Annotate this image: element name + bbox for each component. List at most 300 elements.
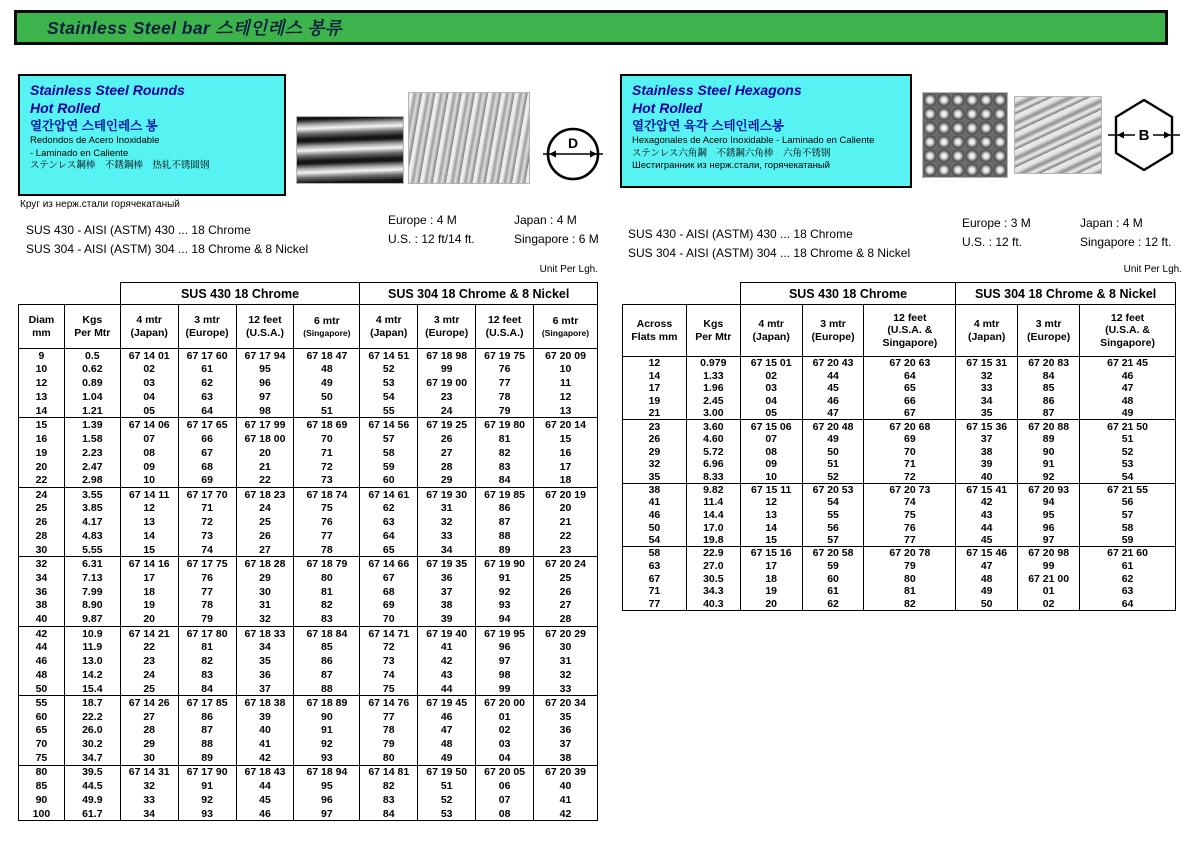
weight-cell: 11.4 [686,496,740,509]
impa-code-cell: 76 [476,362,534,376]
impa-code-cell: 39 [956,458,1018,471]
weight-cell: 0.979 [686,357,740,370]
impa-code-cell: 42 [956,496,1018,509]
impa-code-cell: 26 [418,432,476,446]
impa-code-cell: 77 [360,710,418,724]
weight-cell: 0.62 [64,362,120,376]
impa-code-cell: 51 [1080,433,1176,446]
impa-code-cell: 06 [476,779,534,793]
impa-code-cell: 16 [534,446,598,460]
hexagons-title-spanish: Hexagonales de Acero Inoxidable - Laminado en Caliente [632,135,875,147]
size-row [19,404,598,418]
impa-code-cell: 96 [294,793,360,807]
size-cell: 58 [623,547,687,560]
weight-cell: 2.98 [64,474,120,488]
impa-code-cell: 67 19 30 [418,487,476,501]
size-row [19,807,598,821]
impa-code-cell: 10 [534,362,598,376]
impa-code-cell: 79 [864,560,956,573]
impa-code-cell: 75 [294,501,360,515]
size-row [623,534,1176,547]
impa-code-cell: 43 [956,509,1018,522]
impa-code-cell: 21 [236,460,294,474]
impa-code-cell: 99 [1018,560,1080,573]
impa-code-cell: 52 [802,471,864,484]
weight-cell: 22.2 [64,710,120,724]
impa-code-cell: 94 [476,612,534,626]
impa-code-cell: 46 [236,807,294,821]
size-row [623,483,1176,496]
corner-spacer [623,283,687,305]
impa-code-cell: 10 [740,471,802,484]
impa-code-cell: 07 [476,793,534,807]
impa-code-cell: 62 [1080,572,1176,585]
impa-code-cell: 44 [236,779,294,793]
impa-code-cell: 97 [476,654,534,668]
impa-code-cell: 82 [476,446,534,460]
size-cell: 71 [623,585,687,598]
impa-code-cell: 25 [120,682,178,696]
impa-code-cell: 35 [956,407,1018,420]
impa-code-cell: 67 17 85 [178,696,236,710]
impa-code-cell: 33 [956,382,1018,395]
impa-code-cell: 67 20 14 [534,418,598,432]
impa-code-cell: 97 [236,390,294,404]
weight-cell: 3.55 [64,487,120,501]
spec-line: SUS 430 - AISI (ASTM) 430 ... 18 Chrome [26,223,251,237]
impa-code-cell: 67 20 09 [534,349,598,363]
weight-cell: 15.4 [64,682,120,696]
impa-code-cell: 17 [120,571,178,585]
column-header: 6 mtr (Singapore) [534,305,598,349]
impa-code-cell: 51 [418,779,476,793]
size-row [623,521,1176,534]
impa-code-cell: 75 [360,682,418,696]
impa-code-cell: 52 [1080,445,1176,458]
impa-code-cell: 42 [236,751,294,765]
impa-code-cell: 59 [360,460,418,474]
impa-code-cell: 18 [534,474,598,488]
impa-code-cell: 67 15 16 [740,547,802,560]
impa-code-cell: 28 [418,460,476,474]
impa-code-cell: 98 [236,404,294,418]
size-row [19,543,598,557]
impa-code-cell: 91 [294,724,360,738]
size-cell: 16 [19,432,65,446]
size-row [19,737,598,751]
length-entry: U.S. : 12 ft/14 ft. [388,232,475,246]
impa-code-cell: 49 [802,433,864,446]
spec-line: SUS 430 - AISI (ASTM) 430 ... 18 Chrome [628,227,853,241]
impa-code-cell: 20 [120,612,178,626]
hexagons-price-table [622,282,1176,611]
impa-code-cell: 57 [1080,509,1176,522]
weight-cell: 61.7 [64,807,120,821]
impa-code-cell: 67 14 06 [120,418,178,432]
impa-code-cell: 23 [120,654,178,668]
size-row [19,349,598,363]
impa-code-cell: 04 [476,751,534,765]
impa-code-cell: 95 [236,362,294,376]
impa-code-cell: 72 [178,515,236,529]
impa-code-cell: 67 20 73 [864,483,956,496]
impa-code-cell: 39 [236,710,294,724]
impa-code-cell: 02 [120,362,178,376]
impa-code-cell: 03 [476,737,534,751]
impa-code-cell: 62 [178,376,236,390]
impa-code-cell: 67 17 80 [178,626,236,640]
impa-code-cell: 38 [418,599,476,613]
impa-code-cell: 73 [294,474,360,488]
size-cell: 38 [623,483,687,496]
impa-code-cell: 67 17 70 [178,487,236,501]
size-row [19,765,598,779]
impa-code-cell: 52 [360,362,418,376]
size-cell: 80 [19,765,65,779]
impa-code-cell: 35 [236,654,294,668]
impa-code-cell: 13 [120,515,178,529]
impa-code-cell: 48 [1080,395,1176,408]
size-cell: 32 [623,458,687,471]
size-row [19,376,598,390]
hexagons-unit-note: Unit Per Lgh. [1123,264,1182,275]
impa-code-cell: 67 14 21 [120,626,178,640]
weight-cell: 5.72 [686,445,740,458]
rounds-info-box [18,74,286,196]
impa-code-cell: 67 14 56 [360,418,418,432]
impa-code-cell: 79 [476,404,534,418]
impa-code-cell: 63 [178,390,236,404]
impa-code-cell: 71 [864,458,956,471]
impa-code-cell: 10 [120,474,178,488]
impa-code-cell: 36 [534,724,598,738]
rounds-title-japanese: ステンレス鋼棒 不銹鋼棒 热轧不锈圆钢 [30,160,210,172]
size-cell: 55 [19,696,65,710]
impa-code-cell: 91 [1018,458,1080,471]
impa-code-cell: 51 [294,404,360,418]
size-row [623,395,1176,408]
impa-code-cell: 09 [740,458,802,471]
impa-code-cell: 71 [178,501,236,515]
impa-code-cell: 86 [294,654,360,668]
impa-code-cell: 53 [1080,458,1176,471]
spec-line: SUS 304 - AISI (ASTM) 304 ... 18 Chrome & 8 Nickel [26,242,309,257]
impa-code-cell: 67 19 90 [476,557,534,571]
size-cell: 17 [623,382,687,395]
size-cell: 25 [19,501,65,515]
weight-cell: 1.58 [64,432,120,446]
impa-code-cell: 33 [418,529,476,543]
impa-code-cell: 67 21 55 [1080,483,1176,496]
impa-code-cell: 67 18 00 [236,432,294,446]
impa-code-cell: 45 [956,534,1018,547]
impa-code-cell: 67 20 34 [534,696,598,710]
length-entry: Japan : 4 M [1080,216,1143,230]
impa-code-cell: 78 [178,599,236,613]
impa-code-cell: 42 [418,654,476,668]
impa-code-cell: 67 [864,407,956,420]
impa-code-cell: 67 19 80 [476,418,534,432]
size-row [19,779,598,793]
impa-code-cell: 05 [740,407,802,420]
impa-code-cell: 84 [360,807,418,821]
impa-code-cell: 14 [120,529,178,543]
catalog-table [622,282,1176,611]
weight-cell: 7.13 [64,571,120,585]
impa-code-cell: 57 [802,534,864,547]
length-entry: Singapore : 12 ft. [1080,235,1172,249]
impa-code-cell: 67 14 61 [360,487,418,501]
weight-cell: 14.2 [64,668,120,682]
impa-code-cell: 67 20 68 [864,420,956,433]
impa-code-cell: 64 [360,529,418,543]
impa-code-cell: 50 [294,390,360,404]
impa-code-cell: 44 [802,369,864,382]
impa-code-cell: 29 [236,571,294,585]
size-cell: 21 [623,407,687,420]
size-row [19,432,598,446]
impa-code-cell: 84 [1018,369,1080,382]
weight-cell: 14.4 [686,509,740,522]
impa-code-cell: 87 [294,668,360,682]
grade-group-header: SUS 304 18 Chrome & 8 Nickel [360,283,598,305]
size-cell: 29 [623,445,687,458]
size-cell: 12 [19,376,65,390]
impa-code-cell: 36 [236,668,294,682]
size-row [19,626,598,640]
weight-cell: 22.9 [686,547,740,560]
impa-code-cell: 02 [740,369,802,382]
size-row [19,751,598,765]
impa-code-cell: 96 [476,640,534,654]
impa-code-cell: 89 [178,751,236,765]
impa-code-cell: 70 [864,445,956,458]
rounds-photo [296,116,404,184]
weight-cell: 4.17 [64,515,120,529]
impa-code-cell: 33 [534,682,598,696]
impa-code-cell: 67 19 50 [418,765,476,779]
impa-code-cell: 60 [802,572,864,585]
impa-code-cell: 67 21 45 [1080,357,1176,370]
impa-code-cell: 53 [418,807,476,821]
impa-code-cell: 76 [178,571,236,585]
impa-code-cell: 62 [360,501,418,515]
impa-code-cell: 67 17 60 [178,349,236,363]
size-row [623,547,1176,560]
impa-code-cell: 19 [740,585,802,598]
impa-code-cell: 74 [864,496,956,509]
size-cell: 30 [19,543,65,557]
weight-cell: 2.45 [686,395,740,408]
impa-code-cell: 82 [864,598,956,611]
impa-code-cell: 67 19 85 [476,487,534,501]
impa-code-cell: 43 [418,668,476,682]
impa-code-cell: 48 [294,362,360,376]
impa-code-cell: 28 [120,724,178,738]
size-cell: 9 [19,349,65,363]
impa-code-cell: 72 [864,471,956,484]
impa-code-cell: 87 [1018,407,1080,420]
size-cell: 50 [623,521,687,534]
weight-cell: 30.2 [64,737,120,751]
impa-code-cell: 20 [534,501,598,515]
impa-code-cell: 54 [1080,471,1176,484]
size-cell: 32 [19,557,65,571]
weight-cell: 3.85 [64,501,120,515]
weight-cell: 34.3 [686,585,740,598]
size-cell: 15 [19,418,65,432]
weight-cell: 49.9 [64,793,120,807]
weight-cell: 0.89 [64,376,120,390]
impa-code-cell: 68 [360,585,418,599]
impa-code-cell: 30 [236,585,294,599]
weight-cell: 19.8 [686,534,740,547]
impa-code-cell: 30 [534,640,598,654]
impa-code-cell: 84 [476,474,534,488]
size-row [623,471,1176,484]
impa-code-cell: 88 [294,682,360,696]
impa-code-cell: 54 [360,390,418,404]
impa-code-cell: 91 [178,779,236,793]
size-row [19,515,598,529]
impa-code-cell: 67 19 35 [418,557,476,571]
impa-code-cell: 81 [476,432,534,446]
impa-code-cell: 31 [418,501,476,515]
impa-code-cell: 77 [178,585,236,599]
size-row [623,445,1176,458]
impa-code-cell: 27 [236,543,294,557]
impa-code-cell: 20 [740,598,802,611]
size-cell: 36 [19,585,65,599]
impa-code-cell: 67 17 75 [178,557,236,571]
impa-code-cell: 15 [120,543,178,557]
impa-code-cell: 25 [236,515,294,529]
weight-cell: 4.83 [64,529,120,543]
impa-code-cell: 19 [120,599,178,613]
impa-code-cell: 34 [236,640,294,654]
size-cell: 13 [19,390,65,404]
weight-cell: 39.5 [64,765,120,779]
size-row [19,640,598,654]
impa-code-cell: 41 [236,737,294,751]
impa-code-cell: 95 [294,779,360,793]
impa-code-cell: 67 20 39 [534,765,598,779]
impa-code-cell: 32 [120,779,178,793]
impa-code-cell: 34 [418,543,476,557]
impa-code-cell: 37 [534,737,598,751]
impa-code-cell: 03 [120,376,178,390]
size-cell: 67 [623,572,687,585]
size-row [19,362,598,376]
impa-code-cell: 73 [360,654,418,668]
impa-code-cell: 67 17 90 [178,765,236,779]
impa-code-cell: 49 [294,376,360,390]
weight-cell: 1.39 [64,418,120,432]
size-cell: 46 [623,509,687,522]
impa-code-cell: 67 19 25 [418,418,476,432]
impa-code-cell: 72 [294,460,360,474]
impa-code-cell: 04 [120,390,178,404]
size-cell: 48 [19,668,65,682]
impa-code-cell: 46 [418,710,476,724]
impa-code-cell: 47 [1080,382,1176,395]
impa-code-cell: 49 [956,585,1018,598]
impa-code-cell: 61 [178,362,236,376]
rounds-title-korean: 열간압연 스테인레스 봉 [30,119,158,133]
size-row [623,420,1176,433]
column-header: Across Flats mm [623,305,687,357]
impa-code-cell: 82 [360,779,418,793]
impa-code-cell: 45 [236,793,294,807]
weight-cell: 26.0 [64,724,120,738]
impa-code-cell: 32 [236,612,294,626]
impa-code-cell: 47 [802,407,864,420]
impa-code-cell: 67 [360,571,418,585]
column-header: 4 mtr (Japan) [120,305,178,349]
size-row [623,598,1176,611]
impa-code-cell: 38 [534,751,598,765]
size-row [19,529,598,543]
impa-code-cell: 69 [360,599,418,613]
impa-code-cell: 67 20 24 [534,557,598,571]
impa-code-cell: 59 [802,560,864,573]
weight-cell: 18.7 [64,696,120,710]
impa-code-cell: 46 [1080,369,1176,382]
grade-group-header: SUS 430 18 Chrome [120,283,360,305]
impa-code-cell: 88 [178,737,236,751]
weight-cell: 1.33 [686,369,740,382]
size-row [19,487,598,501]
rounds-price-table [18,282,598,821]
impa-code-cell: 67 14 16 [120,557,178,571]
impa-code-cell: 67 14 01 [120,349,178,363]
impa-code-cell: 32 [534,668,598,682]
size-cell: 60 [19,710,65,724]
impa-code-cell: 90 [294,710,360,724]
across-flats-diagram [1106,92,1182,178]
impa-code-cell: 67 20 19 [534,487,598,501]
catalog-table [18,282,598,821]
size-cell: 22 [19,474,65,488]
impa-code-cell: 67 14 81 [360,765,418,779]
impa-code-cell: 97 [294,807,360,821]
impa-code-cell: 42 [534,807,598,821]
size-cell: 10 [19,362,65,376]
weight-cell: 11.9 [64,640,120,654]
impa-code-cell: 18 [740,572,802,585]
impa-code-cell: 92 [294,737,360,751]
impa-code-cell: 31 [236,599,294,613]
impa-code-cell: 41 [418,640,476,654]
impa-code-cell: 08 [740,445,802,458]
impa-code-cell: 04 [740,395,802,408]
diameter-label: D [567,135,579,151]
length-entry: Europe : 4 M [388,213,457,227]
impa-code-cell: 67 15 41 [956,483,1018,496]
impa-code-cell: 81 [178,640,236,654]
length-entry: Europe : 3 M [962,216,1031,230]
impa-code-cell: 27 [120,710,178,724]
weight-cell: 10.9 [64,626,120,640]
size-row [623,382,1176,395]
impa-code-cell: 03 [740,382,802,395]
size-row [623,496,1176,509]
size-cell: 28 [19,529,65,543]
column-header: Kgs Per Mtr [64,305,120,349]
impa-code-cell: 59 [1080,534,1176,547]
rounds-subtitle: Hot Rolled [30,99,100,116]
size-cell: 90 [19,793,65,807]
